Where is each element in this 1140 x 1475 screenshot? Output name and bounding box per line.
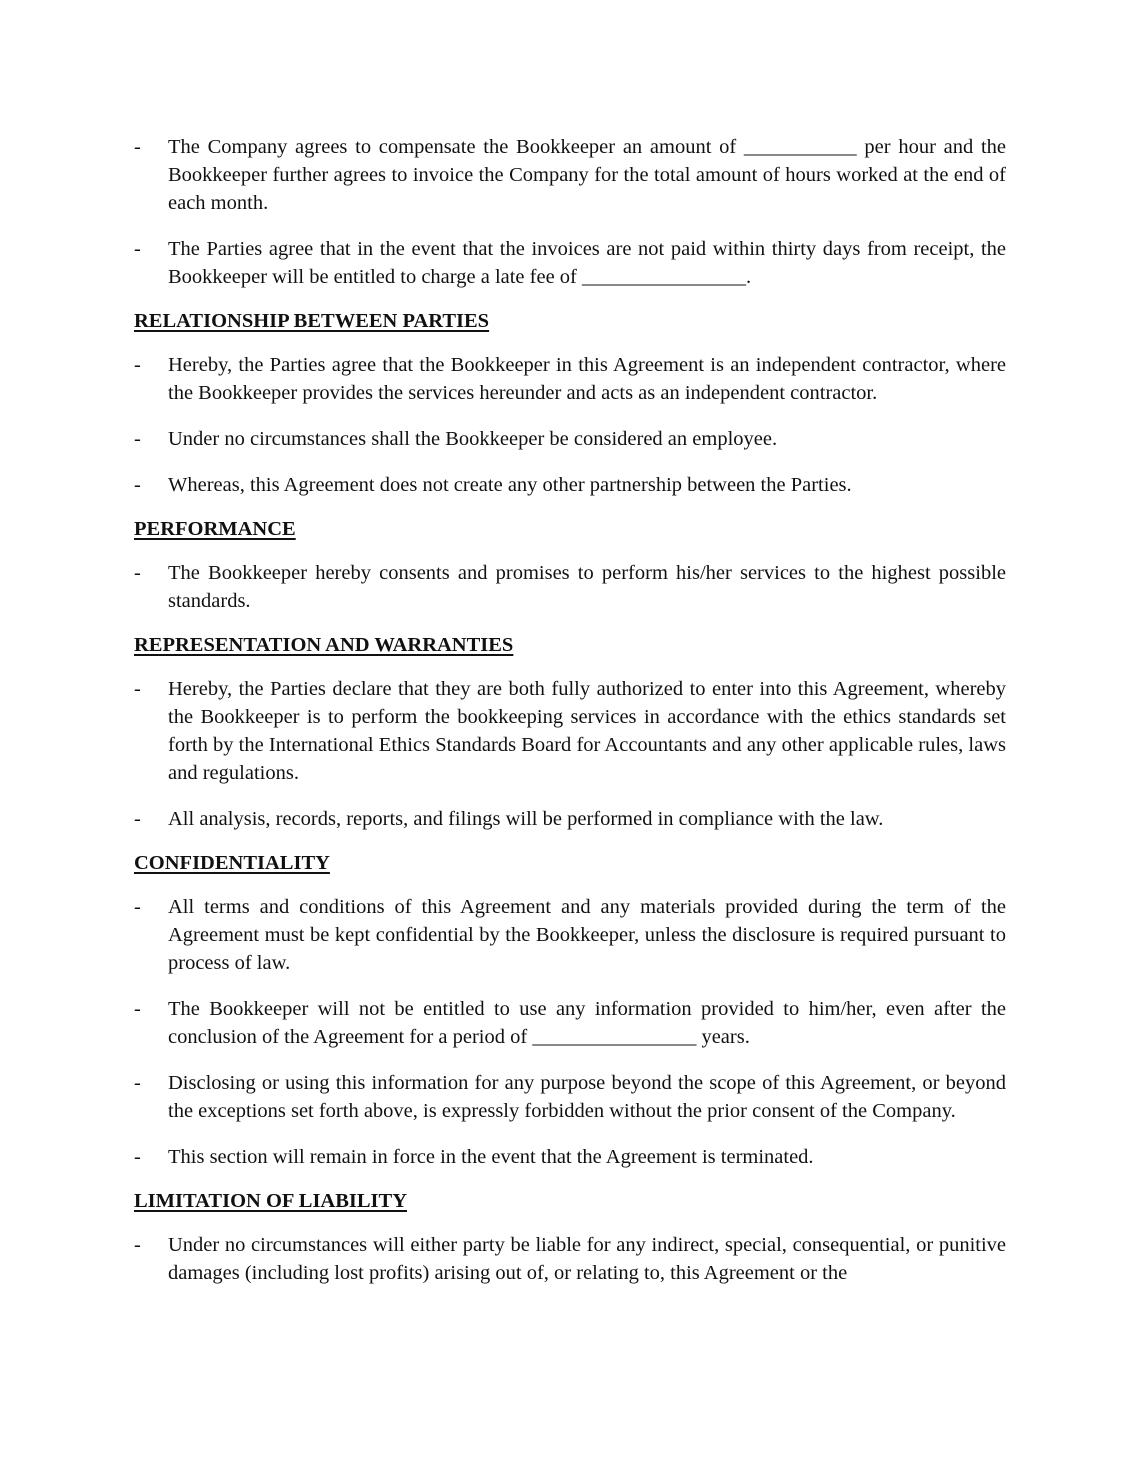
clause-text: The Parties agree that in the event that the invoices are not paid within thirty days from receipt, the Bookkeeper will be entitled to charge a late fee of ________________. xyxy=(168,238,1006,288)
clause-text: The Bookkeeper will not be entitled to use any information provided to him/her, even after the conclusion of the Agreement for a period of ________________ years. xyxy=(168,998,1006,1048)
clause-confidential-terms xyxy=(134,893,1006,977)
clause-information-use xyxy=(134,995,1006,1051)
bullet-dash: - xyxy=(134,354,141,376)
clause-performance-standards xyxy=(134,559,1006,615)
clause-authorization xyxy=(134,675,1006,787)
clause-text: Under no circumstances will either party be liable for any indirect, special, consequential, or punitive damages (including lost profits) arising out of, or relating to, this Agreement or the xyxy=(168,1234,1006,1284)
bullet-dash: - xyxy=(134,238,141,260)
clause-text: This section will remain in force in the event that the Agreement is terminated. xyxy=(168,1146,814,1168)
clause-no-partnership xyxy=(134,471,1006,499)
bullet-dash: - xyxy=(134,678,141,700)
bullet-dash: - xyxy=(134,896,141,918)
section-heading-performance: PERFORMANCE xyxy=(134,518,296,540)
clause-survival xyxy=(134,1143,1006,1171)
bullet-dash: - xyxy=(134,428,141,450)
section-heading-limitation: LIMITATION OF LIABILITY xyxy=(134,1190,408,1212)
clause-text: All terms and conditions of this Agreement and any materials provided during the term of the Agreement must be kept confidential by the Bookkeeper, unless the disclosure is required pursuant to process of law. xyxy=(168,896,1006,974)
clause-compliance xyxy=(134,805,1006,833)
bullet-dash: - xyxy=(134,808,141,830)
clause-compensation-rate xyxy=(134,133,1006,217)
bullet-dash: - xyxy=(134,562,141,584)
bullet-dash: - xyxy=(134,1072,141,1094)
bullet-dash: - xyxy=(134,1146,141,1168)
bullet-dash: - xyxy=(134,998,141,1020)
bullet-dash: - xyxy=(134,136,141,158)
clause-not-employee xyxy=(134,425,1006,453)
clause-text: The Bookkeeper hereby consents and promises to perform his/her services to the highest possible standards. xyxy=(168,562,1006,612)
section-heading-relationship: RELATIONSHIP BETWEEN PARTIES xyxy=(134,310,490,332)
clause-no-indirect-damages xyxy=(134,1231,1006,1287)
clause-independent-contractor xyxy=(134,351,1006,407)
section-heading-representation: REPRESENTATION AND WARRANTIES xyxy=(134,634,514,656)
clause-text: Hereby, the Parties agree that the Bookkeeper in this Agreement is an independent contractor, where the Bookkeeper provides the services hereunder and acts as an independent contractor. xyxy=(168,354,1006,404)
clause-text: Whereas, this Agreement does not create any other partnership between the Parties. xyxy=(168,474,852,496)
clause-text: Hereby, the Parties declare that they are both fully authorized to enter into this Agreement, whereby the Bookkeeper is to perform the bookkeeping services in accordance with the ethics standards set forth by the International Ethics Standards Board for Accountants and any other applicable rules, laws and regulations. xyxy=(168,678,1006,784)
document-body xyxy=(134,133,1006,1287)
clause-text: Disclosing or using this information for any purpose beyond the scope of this Agreement, or beyond the exceptions set forth above, is expressly forbidden without the prior consent of the Company. xyxy=(168,1072,1006,1122)
clause-late-fee xyxy=(134,235,1006,291)
clause-disclosure-forbidden xyxy=(134,1069,1006,1125)
bullet-dash: - xyxy=(134,1234,141,1256)
clause-text: All analysis, records, reports, and filings will be performed in compliance with the law. xyxy=(168,808,884,830)
section-heading-confidentiality: CONFIDENTIALITY xyxy=(134,852,330,874)
bullet-dash: - xyxy=(134,474,141,496)
clause-text: The Company agrees to compensate the Bookkeeper an amount of ___________ per hour and the Bookkeeper further agrees to invoice the Company for the total amount of hours worked at the end of each month. xyxy=(168,136,1006,214)
clause-text: Under no circumstances shall the Bookkeeper be considered an employee. xyxy=(168,428,778,450)
